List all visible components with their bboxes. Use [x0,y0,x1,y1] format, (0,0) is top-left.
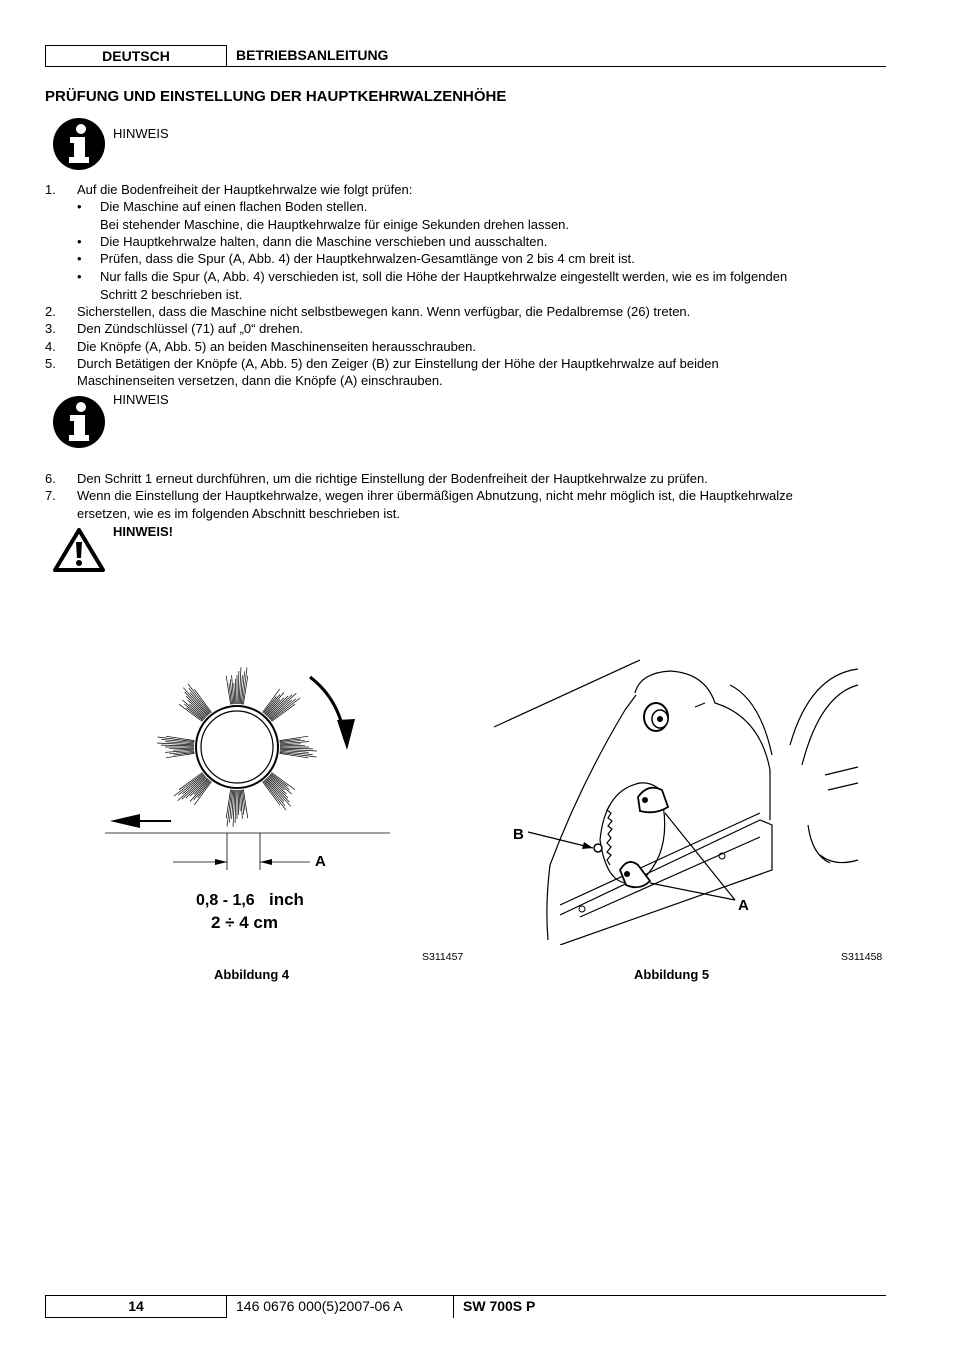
warning-triangle-icon [52,527,106,573]
figure5-label-b: B [513,826,524,843]
figure4-measure-inch: 0,8 - 1,6 [196,892,255,909]
bullet-text: Schritt 2 beschrieben ist. [100,287,243,302]
info-icon [52,117,106,171]
step-text: Sicherstellen, dass die Maschine nicht selbstbewegen kann. Wenn verfügbar, die Pedalbremse (26) treten. [77,304,691,319]
figure4-unit-inch: inch [269,890,304,909]
figure5-label-a: A [738,897,749,914]
bullet: • [77,199,82,214]
figure4-caption: Abbildung 4 [214,967,290,982]
step-number: 6. [45,471,56,486]
header-language: DEUTSCH [45,45,227,67]
section-title: PRÜFUNG UND EINSTELLUNG DER HAUPTKEHRWALZENHÖHE [45,88,507,105]
step-number: 4. [45,339,56,354]
step-text: Wenn die Einstellung der Hauptkehrwalze, wegen ihrer übermäßigen Abnutzung, nicht mehr möglich ist, die Hauptkehrwalze [77,488,793,503]
step-number: 7. [45,488,56,503]
footer-model: SW 700S P [463,1298,536,1314]
footer-separator [453,1295,454,1318]
bullet-text: Bei stehender Maschine, die Hauptkehrwalze für einige Sekunden drehen lassen. [100,217,570,232]
bullet-text: Die Maschine auf einen flachen Boden stellen. [100,199,368,214]
header-rule [227,66,886,67]
figure5-illustration [490,655,860,945]
warning-label: HINWEIS! [113,524,173,539]
step-text: Durch Betätigen der Knöpfe (A, Abb. 5) den Zeiger (B) zur Einstellung der Höhe der Hauptkehrwalze auf beiden [77,356,719,371]
footer-rule [227,1295,886,1296]
step-text: Den Schritt 1 erneut durchführen, um die richtige Einstellung der Bodenfreiheit der Hauptkehrwalze zu prüfen. [77,471,708,486]
step-text: Auf die Bodenfreiheit der Hauptkehrwalze wie folgt prüfen: [77,182,413,197]
note-label: HINWEIS [113,126,169,141]
bullet-text: Die Hauptkehrwalze halten, dann die Maschine verschieben und ausschalten. [100,234,548,249]
figure4-label-a: A [315,853,326,870]
bullet: • [77,269,82,284]
bullet: • [77,234,82,249]
bullet-text: Prüfen, dass die Spur (A, Abb. 4) der Hauptkehrwalzen-Gesamtlänge von 2 bis 4 cm breit ist. [100,251,635,266]
info-icon [52,395,106,449]
figure4-code: S311457 [422,951,464,963]
footer-page-number: 14 [45,1295,227,1318]
figure5-caption: Abbildung 5 [634,967,710,982]
figure4-illustration [105,655,395,880]
footer-doc-number: 146 0676 000(5)2007-06 A [236,1298,403,1314]
step-number: 2. [45,304,56,319]
bullet-text: Nur falls die Spur (A, Abb. 4) verschieden ist, soll die Höhe der Hauptkehrwalze eingestellt werden, wie es im folgenden [100,269,788,284]
step-number: 3. [45,321,56,336]
step-number: 5. [45,356,56,371]
step-text: Die Knöpfe (A, Abb. 5) an beiden Maschinenseiten herausschrauben. [77,339,476,354]
bullet: • [77,251,82,266]
header-title: BETRIEBSANLEITUNG [236,47,389,63]
step-text: Maschinenseiten versetzen, dann die Knöpfe (A) einschrauben. [77,373,443,388]
note-label: HINWEIS [113,392,169,407]
step-text: Den Zündschlüssel (71) auf „0“ drehen. [77,321,304,336]
step-number: 1. [45,182,56,197]
figure4-measure-cm: 2 ÷ 4 cm [211,913,278,932]
step-text: ersetzen, wie es im folgenden Abschnitt beschrieben ist. [77,506,401,521]
figure5-code: S311458 [841,951,883,963]
